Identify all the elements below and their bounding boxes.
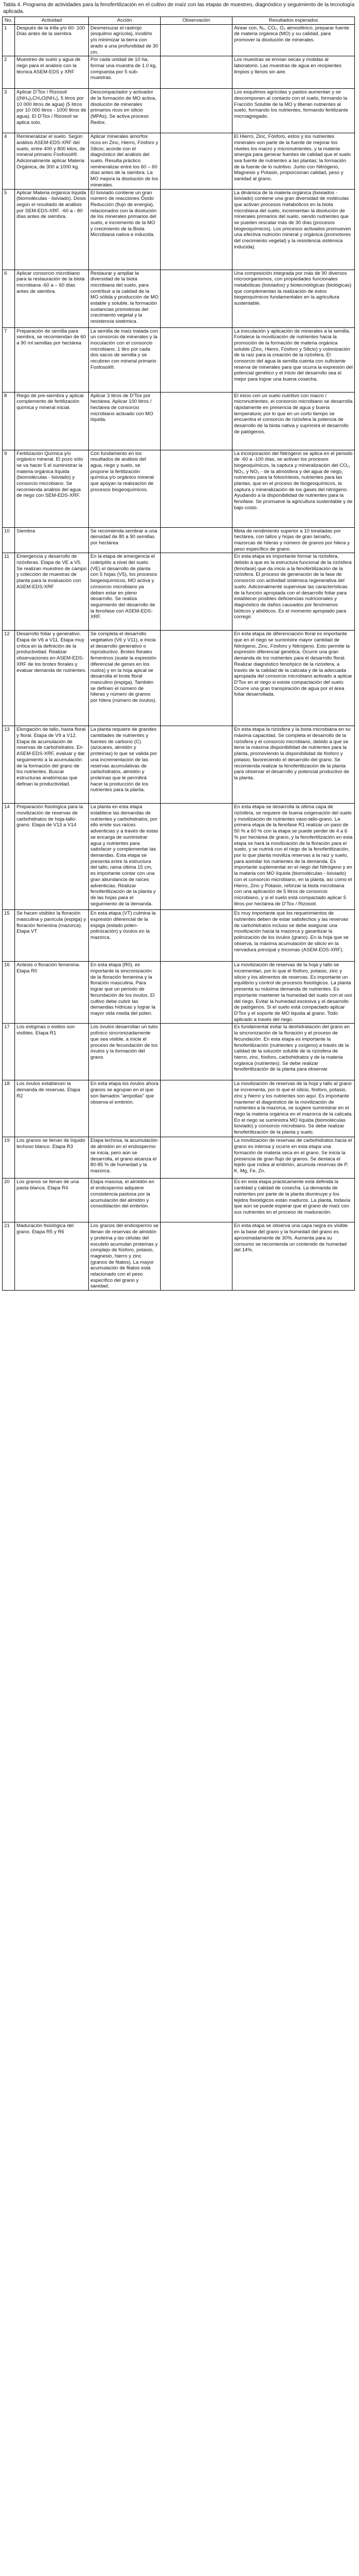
cell-observation [161,910,232,962]
cell-action: La planta requiere de grandes cantidades de nutrientes y fuentes de carbono (C) (azúcares, almidón y proteínas) lo que se valida por una incrementación de las reservas acumulativas de carbohidratos, almidón y proteínas que le permitirá hacer la producción de los nutrientes para la planta. [89,726,161,804]
cell-activity: Los estigmas o estilos son visibles. Etapa R1 [15,1024,89,1080]
cell-activity: Siembra [15,527,89,553]
cell-observation [161,392,232,450]
cell-expected-results: El inicio con un suelo nutritivo con macro / micronutrientes, el consorcio microbiano se desarrolla rápidamente en presencia de agua y buena temperatura; por lo que en un corto tiempo se encuentra el consorcio de rizósfera la potencia de desarrollo de la biota nativa y suprimirá el desarrollo de patógenos. [232,392,355,450]
cell-expected-results: La dinámica de la materia orgánica (lixiviados - lixiviado) contiene una gran diversidad de moléculas que activan procesos metabólicos en la biota microbiana del suelo, incrementan la disolución de minerales primarios del suelo, siendo nutrientes que se pueden rescatar más de 30 días (procesos biogeoquímicos). Los procesos activados promueven una efectiva nutrición mineral y orgánica (promotores del crecimiento vegetal) y la resistencia sistémica inducida). [232,189,355,270]
cell-activity: Remineralizar el suelo. Según análisis ASEM-EDS-XRF del suelo, entre 400 y 800 kilos, de mineral primario Fosfosoil®. Adicionalmente aplicar Materia Orgánica, de 300 a 1000 kg. [15,133,89,189]
table-row [3,631,355,726]
cell-observation [161,189,232,270]
cell-observation [161,24,232,56]
cell-action: La semilla de maíz tratada con un consorcio de minerales y la inoculación con el consorcio microbiano. 1 litro por cada dos sacos de semilla y se recubren con mineral primario Fosfosoil®. [89,327,161,392]
cell-activity: Muestreo de suelo y agua de riego para el análisis con la técnica ASEM-EDS y XRF [15,56,89,89]
cell-number: 9 [3,450,15,527]
cell-number: 10 [3,527,15,553]
cell-number: 16 [3,962,15,1024]
cell-expected-results: En esta etapa se observa una capa negra es visible en la base del grano y la humedad del grano es aproximadamente de 30%. Aumenta para su consumo se recomienda un contenido de humedad del 14%. [232,1222,355,1291]
header-observation: Observación [161,17,232,25]
cell-activity: Aplicar consorcio microbiano para la restauración de la biota microbiana -60 a – 60 días antes de siembra. [15,270,89,327]
cell-number: 18 [3,1080,15,1137]
cell-action: Por cada unidad de 10 ha, formar una muestra de 1.0 kg, compuesta por 5 sub-muestras. [89,56,161,89]
table-row [3,392,355,450]
cell-action: Restaurar y ampliar la diversidad de la biota microbiana del suelo, para contribuir a la calidad de la MO sólida y producción de MO estable y soluble, la formación sustancias promotoras del crecimiento vegetal y la resistencia sistémica. [89,270,161,327]
cell-action: Con fundamento en los resultados de análisis del agua, riego y suelo, se propone la fertilización química y/o orgánico mineral que apoyan la realización de procesos biogeoquímicos. [89,450,161,527]
cell-observation [161,631,232,726]
cell-number: 3 [3,89,15,133]
cell-observation [161,56,232,89]
cell-expected-results: La incorporación del Nitrógeno se aplica en el periodo de -60 a -100 días, se activan los procesos biogeoquímicos, la captura y mineralización del CO₂, NO₂, y NO₃ - de la atmósfera y del agua de riego, nutrientes para la fotosíntesis, nutrientes para las plantas, que en el proceso de biogeoquímicos, la captura y mineralización de los gases del nitrógeno. Ayudando a la disponibilidad de nutrientes para la fenofase. Se promueve la agricultura sustentable y de bajo costo. [232,450,355,527]
cell-action: Descompactador y activador de la formación de MO activa, disolución de minerales primarios ricos en silicio (MPAs). Se activa proceso Redox. [89,89,161,133]
cell-expected-results: Los muestras se envían secas y molidas al laboratorio. Las muestras de agua en recipientes limpios y llenos sin aire. [232,56,355,89]
cell-expected-results: Es fundamental evitar la deshidratación del grano en la sincronización de la floración y el proceso de fecundación. En esta etapa es importante la fenofertilización (nutrientes y oxígeno) a través de la calidad de la solución soluble de la rizósfera de hierro, zinc, fósforo, carbohidratos y de la materia orgánica (nutrientes). Se debe realizar fenofertilización de la planta para observar. [232,1024,355,1080]
cell-activity: Preparación fisiológica para la movilización de reservas de carbohidratos de hoja-tallo-grano. Etapa de V13 a V14 [15,804,89,910]
cell-observation [161,1080,232,1137]
cell-action: La planta en esta etapa establece las demandas de nutrientes y carbohidratos, por ello emite sus raíces adventicias y a través de estas se encarga de suministrar agua y nutrientes para satisfacer y complementar las demandas. Esta etapa se presenta entre la estructura del tallo, rama última 15 cm, es importante contar con una gran abundancia de raíces adventicias. Realizar fenofertilización de la planta y de las hojas para el seguimiento de la demanda. [89,804,161,910]
cell-action: El lixiviado contiene un gran número de reacciones Óxido Reducción (flujo de energía), relacionados con la disolución de los minerales primarios del suelo, e incremento de la MO y crecimiento de la Biota Microbiana nativa e inducida. [89,189,161,270]
cell-action: Desmenuzar el rastrojo (esquilmo agrícola), incidirlo y/o minimizar la tierra con arado a una profundidad de 30 cm. [89,24,161,56]
table-row [3,56,355,89]
cell-activity: Riego de pre-siembra y aplicar complemento de fertilización química y mineral inicial. [15,392,89,450]
cell-activity: Antesis o floración femenina. Etapa R0 [15,962,89,1024]
cell-activity: Desarrollo foliar y generativo. Etapa de V6 a V11. Etapa muy crítica en la definición de la productividad. Realizar observaciones en ASEM-EDS-XRF de los brotes florales y evaluar demanda de nutrientes. [15,631,89,726]
cell-number: 13 [3,726,15,804]
cell-number: 17 [3,1024,15,1080]
cell-action: Aplicar minerales amorfos ricos en Zinc, Hierro, Fósforo y Silicio; acorde con el diagnóstico del análisis del suelo. Resulta práctico remineralizar entre los 60 – 60 días antes de la siembra. La MO mejora la disolución de los minerales. [89,133,161,189]
cell-action: Aplicar 3 litros de D'Tox por hectárea. Aplicar 100 litros / hectárea de consorcio microbiano activado con MO líquida. [89,392,161,450]
cell-observation [161,450,232,527]
table-row [3,1179,355,1222]
cell-expected-results: El Hierro, Zinc, Fósforo, estos y los nutrientes minerales son parte de la fuente de mejorar los niveles los macro y micronutrientes, y la materia sinergia para generar fuentes de calidad que el suelo sea fuente de nutrientes a las plantas; la formación de la fuente de lo nutritivo. Junto con Nitrógeno, Magnesio y Potasio, proporcionan calidad, peso y sanidad al grano. [232,133,355,189]
table-row [3,1137,355,1179]
cell-observation [161,1222,232,1291]
cell-observation [161,726,232,804]
cell-expected-results: La movilización de reservas de carbohidratos hacia el grano es intensa y ocurre en esta etapa una formación de materia seca en el grano. Se inicia la presencia de gran flujo de granos. Se destaca el tejido que rodea al embrión, acumula reservas de P, K, Mg, Fe, Zn. [232,1137,355,1179]
table-row [3,327,355,392]
cell-number: 20 [3,1179,15,1222]
cell-expected-results: Es muy importante que los requerimientos de nutrientes deben de estar satisfechos y las reservas de carbohidratos incluso se debe asegurar una movilización hacia la mazorca y garantizar la polinización de los óvulos (grano). En la hoja que se observa, la máxima acumulación de silicio en la nervadura principal y tricomas (ASEM-EDS-XRF). [232,910,355,962]
cell-expected-results: Airear con, N₂, CO₂, O₂ atmosférico, preparar fuente de materia orgánica (MO) y su calidad, para promover la disolución de minerales. [232,24,355,56]
cell-expected-results: Los esquilmos agrícolas y pastos aumentan y se descomponen al contacto con el suelo, formando la Fracción Soluble de la MO y liberan nutrientes al suelo, formando los nutrientes, formando fertilizante microagregado. [232,89,355,133]
cell-activity: Los óvulos establecen la demanda de reservas. Etapa R2 [15,1080,89,1137]
cell-number: 8 [3,392,15,450]
cell-number: 11 [3,553,15,631]
cell-observation [161,327,232,392]
cell-activity: Emergencia y desarrollo de rizósferas. Etapa de VE a V5. Se realizan muestreo de campo y colección de muestras de planta para la evaluación con ASEM-EDS-XRF [15,553,89,631]
cell-observation [161,270,232,327]
header-expected-results: Resultados esperados [232,17,355,25]
cell-observation [161,527,232,553]
cell-activity: Maduración fisiológica del grano. Etapa R5 y R6 [15,1222,89,1291]
table-row [3,24,355,56]
cell-action: Se completa el desarrollo vegetativo (V6 y V11), e inicia el desarrollo generativo o reproductivo. Brotes florales femeninos (suele la expresión diferencial de genes en los nudos) y en la hoja apical se desarrolla el brote floral masculino (espiga). También se definen el número de hileras y número de granos por hilera (número de óvulos). [89,631,161,726]
cell-number: 5 [3,189,15,270]
cell-action: Etapa lechosa, la acumulación de almidón en el endospermo se inicia, pero aún se desarrolla, el grano alcanza el 80-85 % de humedad y la mazorca. [89,1137,161,1179]
cell-observation [161,804,232,910]
table-caption: Tabla 4. Programa de actividades para la fenofertilización en el cultivo de maíz con las etapas de muestreo, diagnóstico y seguimiento de la tecnología aplicada. [3,2,355,14]
cell-activity: Los granos se llenan de una pasta blanca. Etapa R4 [15,1179,89,1222]
cell-expected-results: En esta etapa es importante formar la rizósfera, debido a que es la estructura funcional de la rizósfera (fenofase) que da inicio a la fenofertilización de la rizósfera. El proceso de generación de la fase de consorcio con actividad sistémica regenerativa del suelo. Adicionalmente supervisar las características de la función apropiada con el desarrollo foliar para establecer posibles deficiencias nutricionales y diagnóstico de daños causados por fenómenos bióticos y abióticos. Es el momento apropiado para corregir. [232,553,355,631]
cell-expected-results: En esta etapa de diferenciación floral es importante que en el riego se suministre mayor cantidad de Nitrógeno, Zinc, Fósforo y Nitrógeno. Esto permite la expresión diferencial genética. Ocurre una gran demanda de los nutrientes para el desarrollo floral. Realizar diagnóstico fenotípico de la rizósfera, a través de la calidad de la calicata y de la adecuada apropiada del consorcio microbiano activado a aplicar D'Tox en el riego si existe compactación del suelo. Ocurre una gran transpiración de agua por el área foliar desarrollada. [232,631,355,726]
table-row [3,133,355,189]
cell-activity: Aplicar D'Tox / Rizosoil ((NH₄)₂CH₂O(NH₂), 5 litros por 10 000 litros de agua) (5 litros por 10 000 litros - 1000 litros de agua). El D'Tox / Rizosoil se aplica solo. [15,89,89,133]
table-row [3,270,355,327]
cell-action: Los granos del endospermo se llenan de reservas de almidón y proteína y las células del escutelo acumulan proteínas y complejo de fósforo, potasio, magnesio, hierro y zinc (granos de fitatos). La mayor acumulación de fitatos está relacionado con el peso específico del grano y sanidad. [89,1222,161,1291]
cell-observation [161,89,232,133]
table-row [3,553,355,631]
cell-expected-results: La movilización de reservas de la hoja y tallo se incrementan, por lo que el fósforo, potasio, zinc y silicio y los alimentos de reservas. Es importante un equilibrio y control de procesos fisiológicos. La planta presenta su máxima demanda de nutrientes. Es importante mantener la humedad del suelo con el uso del riego. Evitar la humedad excesiva y el desarrollo de patógenos. Si el suelo está compactado aplicar D'Tox y el soporte de MO liquida al grano. Todo aplicado a través del riego. [232,962,355,1024]
cell-activity: Se hacen visibles la floración masculina y panícula (espiga) y floración femenina (mazorca). Etapa VT [15,910,89,962]
cell-number: 19 [3,1137,15,1179]
cell-number: 1 [3,24,15,56]
cell-activity: Elongación de tallo, hasta floral y floral. Etapa de V9 a V12. Etapa de acumulación de reservas de carbohidratos. En ASEM-EDS-XRF, evaluar y dar seguimiento a la acumulación de la formación del grano de los nutrientes. Buscar estructuras anatómicas que definan la productividad. [15,726,89,804]
cell-observation [161,553,232,631]
cell-observation [161,1024,232,1080]
table-row [3,726,355,804]
table-row [3,804,355,910]
table-row [3,89,355,133]
cell-number: 2 [3,56,15,89]
cell-action: Se recomienda sembrar a una densidad de 80 a 90 semillas por hectárea [89,527,161,553]
table-row [3,527,355,553]
cell-expected-results: Es en esta etapa prácticamente está definida la cantidad y calidad de cosecha. La demanda de nutrientes por parte de la planta disminuye y los tejidos fisiológicos están maduros. La planta, todavía que aún se puede esperar que el grano de maíz con sus nutrientes en el proceso de maduración. [232,1179,355,1222]
cell-action: En la etapa de emergencia el coleóptilo a nivel del suelo (VE) el desarrollo de planta con 5 hojas (V5), los procesos biogeoquímicos, MO activa y consorcio microbiano ya deben estar en pleno desarrollo. Se realiza seguimiento del desarrollo de la fenofase con ASEM-EDS-XRF. [89,553,161,631]
cell-observation [161,1179,232,1222]
cell-action: En esta etapa (VT) culmina la expresión diferencial de la espiga (estado polen-polinización) y óvulos en la mazorca. [89,910,161,962]
header-action: Acción [89,17,161,25]
table-row [3,1080,355,1137]
cell-action: Los óvulos desarrollan un tubo polínico sincronizadamente que sea visible, a inicie el proceso de fecundación de los óvulos y la formación del grano. [89,1024,161,1080]
table-row [3,189,355,270]
cell-expected-results: Meta de rendimiento superior a 10 toneladas por hectárea, con tallos y hojas de gran tamaño, mazorcas de hileras y número de granos por hilera y peso específico de grano. [232,527,355,553]
table-row [3,450,355,527]
cell-number: 4 [3,133,15,189]
cell-activity: Preparación de semilla para siembra, se recomiendan de 60 a 90 ml semillas por hectárea [15,327,89,392]
cell-observation [161,962,232,1024]
cell-expected-results: La inoculación y aplicación de minerales a la semilla. Fortalece la movilización de nutrientes hacia la promoción de la formación de materia orgánica soluble (Zinc, Hierro, Fósforo y Silicio) y colonización de la raíz para la creación de la rizósfera. El consorcio del agua la semilla cuenta con suficiente reserva de minerales para que ocurra la expresión del potencial genético y el inicio del desarrollo sea el mejor para lograr una buena cosecha. [232,327,355,392]
cell-action: Etapa masosa, el almidón en el endospermo adquiere consistencia pastosa por la acumulación del almidón y consolidación del embrión. [89,1179,161,1222]
header-activity: Actividad [15,17,89,25]
table-row [3,1024,355,1080]
cell-number: 7 [3,327,15,392]
cell-number: 15 [3,910,15,962]
cell-expected-results: Una composición integrada por más de 90 diversos microorganismos, con propiedades funcionales metabólicas (lixiviados) y biotecnológicas (biológicas) que complementan la realización de estos biogeoquímicos fundamentales en la agricultura sustentable. [232,270,355,327]
cell-expected-results: La movilización de reservas de la hoja y tallo al grano se incrementa, por lo que el silicio, fósforo, potasio, zinc y hierro y los nutrientes son aquí. Es importante mantener el diagnóstico de la movilización de nutrientes a la mazorca, se sugiere suministrar en el riego la materia orgánica en el mazorca de la calicata. En el riego se suministra MO líquida (biomoléculas lixiviado) y consorcio microbiano. Se debe realizar fenofertilización de la planta y suelo. [232,1080,355,1137]
cell-action: En esta etapa (R0), es importante la sincronización de la floración femenina y la floración masculina. Para lograr que un periodo de fecundación de los óvulos. El cultivo debe cubrir las demandas hídricas y lograr la mayor vida media del polen. [89,962,161,1024]
cell-number: 21 [3,1222,15,1291]
cell-number: 14 [3,804,15,910]
cell-expected-results: En esta etapa se desarrolla la última capa de rizósfera, se requiere de buena oxigenación del suelo y movilización de nutrientes vaso-tallo-grano. La primera etapa de la fenofase R1 realizar un paso de 50 % a 60 % con la etapa se puede perder de 4 a 6 % por hectárea de grano, y la fenofertilización en esta etapa se hará la movilización de la floración para el suelo, y se nutrirá con el riego de la fenofertilización, por lo que planta moviliza reservas a la raíz y suelo, para asimilar los nutrientes de la demanda. Es importante suplementar en el riego del Nitrógeno y en la materia con MO líquida (biomoléculas - lixiviado) con el consorcio microbiano, en la planta, así como el Hierro, Zinc y Potasio, reforzar la biota microbiana con una aplicación de 5 litros de consorcio microbiano, y si el suelo está compactado aplicar 5 litros por hectárea de D'Tox / Rizosoil. [232,804,355,910]
cell-expected-results: En esta etapa la rizósfera y la biota microbiana en su máxima capacidad. Se completa el desarrollo de la rizósfera y el consorcio microbiano, debido a que se tiene la máxima disponibilidad de nutrientes para la planta, promoviendo la disponibilidad de fósforo y potasio, favoreciendo el desarrollo del grano. Se recomienda realizar la fenofertilización de la planta para observar el desarrollo y potencial productivo de la planta. [232,726,355,804]
activity-table [2,17,355,1291]
cell-activity: Después de la trilla y/o 60- 100 Días antes de la siembra [15,24,89,56]
cell-observation [161,1137,232,1179]
cell-number: 6 [3,270,15,327]
table-row [3,962,355,1024]
header-number: No. [3,17,15,25]
table-row [3,1222,355,1291]
table-header-row [3,17,355,25]
cell-observation [161,133,232,189]
cell-action: En esta etapa los óvulos ahora granos se agrupan en el que son llamados "ampollas" que observa el embrión. [89,1080,161,1137]
cell-activity: Aplicar Materia orgánica líquida (biomoléculas - lixiviado). Dosis según el resultado de análisis por SEM-EDS-XRF. -60 a - 80 días antes de siembra. [15,189,89,270]
cell-activity: Fertilización Química y/o orgánico mineral. El pozo sólo se va hacer 5 el suministrar la materia orgánica líquida (biomoléculas - lixiviado) y consorcio microbiano. Se recomienda análisis del agua de riego con SEM-EDS-XRF. [15,450,89,527]
cell-number: 12 [3,631,15,726]
table-row [3,910,355,962]
cell-activity: Los granos se llenan de líquido lechoso blanco. Etapa R3 [15,1137,89,1179]
